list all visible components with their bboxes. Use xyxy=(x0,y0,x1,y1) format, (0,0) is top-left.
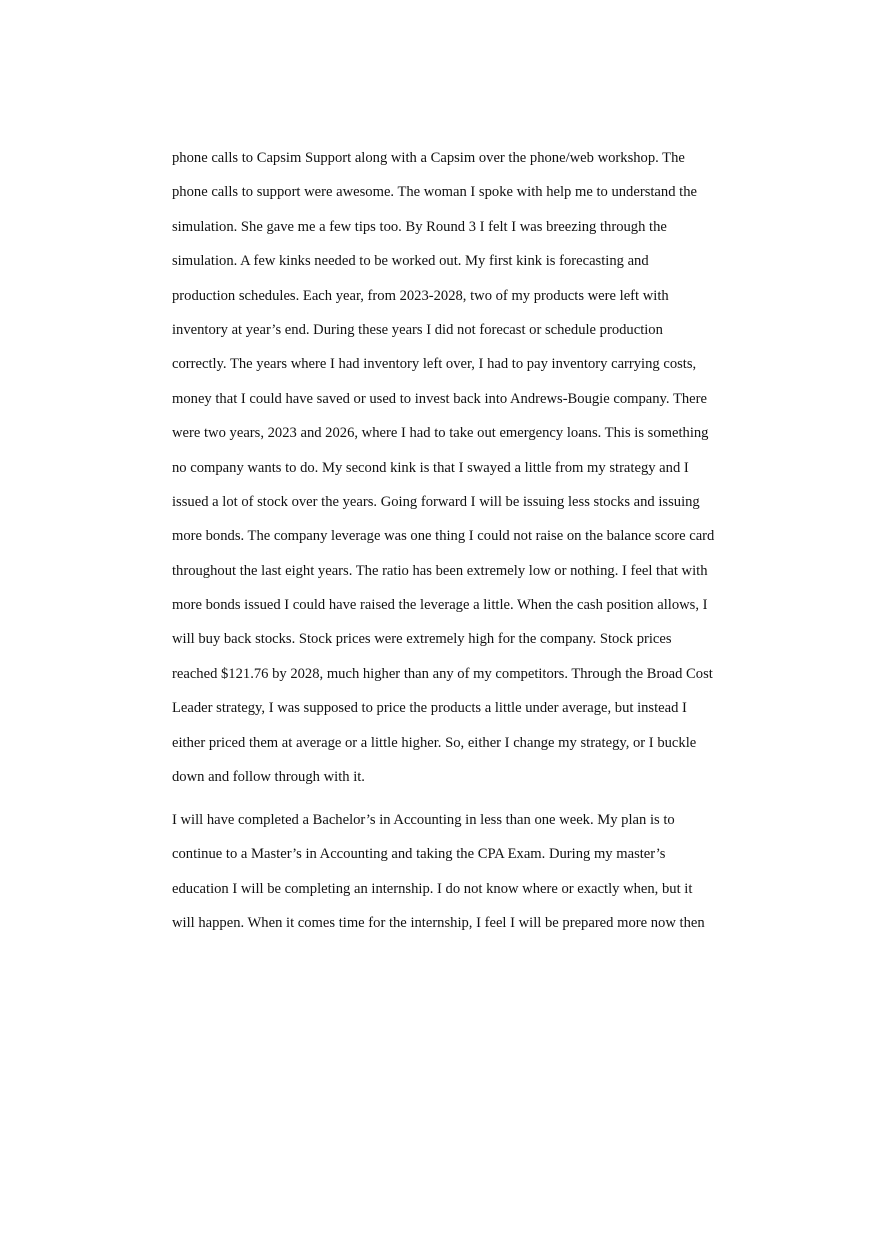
text-line: were two years, 2023 and 2026, where I had to take out emergency loans. This is something xyxy=(172,425,709,442)
text-line: correctly. The years where I had inventory left over, I had to pay inventory carrying costs, xyxy=(172,356,697,373)
paragraph-1 xyxy=(172,151,772,804)
text-line: issued a lot of stock over the years. Going forward I will be issuing less stocks and issuing xyxy=(172,493,700,510)
text-line: phone calls to Capsim Support along with a Capsim over the phone/web workshop. The xyxy=(172,150,685,166)
text-line: more bonds issued I could have raised the leverage a little. When the cash position allows, I xyxy=(172,597,708,614)
paragraph-2 xyxy=(172,813,772,951)
text-line: phone calls to support were awesome. The woman I spoke with help me to understand the xyxy=(172,184,697,201)
text-line: money that I could have saved or used to invest back into Andrews-Bougie company. There xyxy=(172,390,707,407)
text-line: Leader strategy, I was supposed to price the products a little under average, but instead I xyxy=(172,700,687,717)
text-line: throughout the last eight years. The ratio has been extremely low or nothing. I feel that with xyxy=(172,562,708,579)
text-line: inventory at year’s end. During these years I did not forecast or schedule production xyxy=(172,321,663,338)
text-line: I will have completed a Bachelor’s in Accounting in less than one week. My plan is to xyxy=(172,812,675,828)
text-line: simulation. She gave me a few tips too. By Round 3 I felt I was breezing through the xyxy=(172,218,667,235)
text-line: continue to a Master’s in Accounting and taking the CPA Exam. During my master’s xyxy=(172,846,666,863)
text-line: simulation. A few kinks needed to be worked out. My first kink is forecasting and xyxy=(172,253,649,270)
text-line: will buy back stocks. Stock prices were extremely high for the company. Stock prices xyxy=(172,631,672,648)
text-line: education I will be completing an internship. I do not know where or exactly when, but it xyxy=(172,880,693,897)
text-line: production schedules. Each year, from 2023-2028, two of my products were left with xyxy=(172,287,669,304)
text-line: either priced them at average or a little higher. So, either I change my strategy, or I buckle xyxy=(172,734,697,751)
text-line: reached $121.76 by 2028, much higher than any of my competitors. Through the Broad Cost xyxy=(172,665,713,682)
text-line: will happen. When it comes time for the internship, I feel I will be prepared more now then xyxy=(172,915,705,932)
text-line: down and follow through with it. xyxy=(172,769,365,786)
text-line: no company wants to do. My second kink is that I swayed a little from my strategy and I xyxy=(172,459,689,476)
text-line: more bonds. The company leverage was one thing I could not raise on the balance score card xyxy=(172,528,715,545)
